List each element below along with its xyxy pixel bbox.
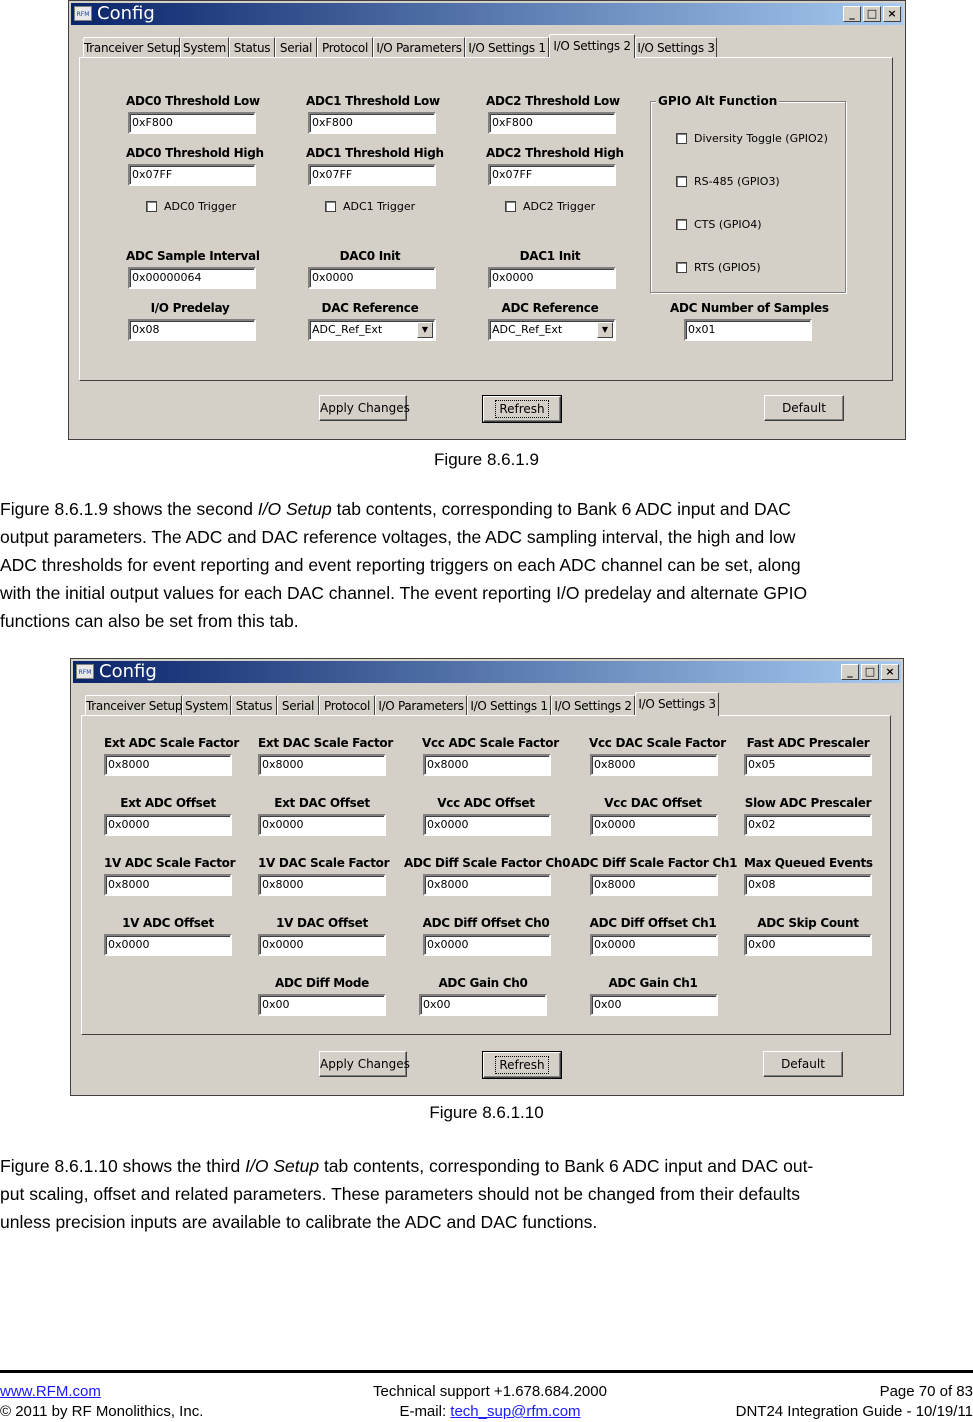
checkbox-label: Diversity Toggle (GPIO2) (694, 132, 828, 145)
field-label: DAC Reference (321, 301, 419, 315)
text-run: tab contents, corresponding to Bank 6 ADC input and DAC out- (319, 1156, 814, 1176)
field-label: ADC1 Threshold High (306, 146, 444, 160)
slow-adc-prescaler-input[interactable]: 0x02 (744, 814, 872, 836)
checkbox-box[interactable] (676, 176, 687, 187)
checkbox-box[interactable] (505, 201, 516, 212)
adc1-trigger-checkbox[interactable] (325, 200, 415, 213)
field-label: ADC Gain Ch0 (438, 976, 528, 990)
guide-title-date: DNT24 Integration Guide - 10/19/11 (735, 1403, 973, 1420)
field-label: Slow ADC Prescaler (744, 796, 872, 810)
default-button[interactable]: Default (764, 395, 844, 421)
field-label: ADC Skip Count (757, 916, 859, 930)
dac-reference-select[interactable] (308, 319, 436, 341)
tab-io-settings-2[interactable]: I/O Settings 2 (549, 34, 635, 58)
tab-status[interactable]: Status (229, 37, 275, 57)
paragraph-line: unless precision inputs are available to calibrate the ADC and DAC functions. (0, 1212, 598, 1232)
emphasis: I/O Setup (245, 1156, 320, 1176)
field-label: ADC Diff Scale Factor Ch1 (571, 856, 738, 870)
tab-io-settings-1[interactable]: I/O Settings 1 (465, 37, 549, 57)
checkbox-label: ADC0 Trigger (164, 200, 237, 213)
select-value: ADC_Ref_Ext (312, 323, 383, 336)
emphasis: I/O Setup (257, 499, 332, 519)
adc-sample-interval-input[interactable]: 0x00000064 (128, 267, 256, 289)
checkbox-box[interactable] (676, 262, 687, 273)
tab-io-settings-2[interactable]: I/O Settings 2 (551, 695, 635, 715)
field-label: 1V ADC Offset (122, 916, 214, 930)
field-label: I/O Predelay (150, 301, 230, 315)
settings-panel (79, 57, 893, 381)
field-label: ADC1 Threshold Low (306, 94, 440, 108)
paragraph-line: put scaling, offset and related parameters. These parameters should not be changed from their defaults (0, 1184, 800, 1204)
maximize-icon[interactable]: □ (863, 6, 881, 22)
gpio-rs485-checkbox[interactable] (676, 175, 780, 188)
checkbox-box[interactable] (676, 133, 687, 144)
title-bar (73, 661, 901, 683)
adc-diff-scale-factor-ch0-input[interactable]: 0x8000 (423, 874, 551, 896)
adc-diff-offset-ch0-input[interactable]: 0x0000 (423, 934, 551, 956)
close-icon[interactable]: × (883, 6, 901, 22)
settings-panel (81, 715, 891, 1035)
page-number: Page 70 of 83 (879, 1383, 973, 1400)
dac1-init-input[interactable]: 0x0000 (488, 267, 616, 289)
paragraph-line: functions can also be set from this tab. (0, 611, 299, 631)
group-title: GPIO Alt Function (658, 94, 778, 108)
adc-gain-ch0-input[interactable]: 0x00 (419, 994, 547, 1016)
email-link[interactable]: tech_sup@rfm.com (450, 1403, 581, 1420)
field-label: Ext DAC Scale Factor (258, 736, 393, 750)
field-label: Vcc ADC Offset (437, 796, 535, 810)
field-label: ADC2 Threshold High (486, 146, 624, 160)
adc-diff-offset-ch1-input[interactable]: 0x0000 (590, 934, 718, 956)
paragraph-line (0, 1152, 973, 1180)
checkbox-label: RTS (GPIO5) (694, 261, 761, 274)
footer-divider (0, 1370, 973, 1373)
checkbox-label: RS-485 (GPIO3) (694, 175, 780, 188)
adc2-threshold-low-input[interactable]: 0xF800 (488, 112, 616, 134)
chevron-down-icon[interactable]: ▼ (597, 322, 613, 338)
window-title: Config (99, 661, 157, 682)
field-label: ADC Number of Samples (670, 301, 829, 315)
field-label: DAC1 Init (519, 249, 581, 263)
title-bar (71, 3, 903, 25)
paragraph-line: output parameters. The ADC and DAC reference voltages, the ADC sampling interval, the high and low (0, 527, 796, 547)
apply-changes-button[interactable]: Apply Changes (319, 395, 407, 421)
adc0-trigger-checkbox[interactable] (146, 200, 236, 213)
field-label: ADC0 Threshold High (126, 146, 264, 160)
fast-adc-prescaler-input[interactable]: 0x05 (744, 754, 872, 776)
field-label: ADC Diff Mode (275, 976, 369, 990)
field-label: Fast ADC Prescaler (746, 736, 870, 750)
default-button[interactable]: Default (763, 1051, 843, 1077)
copyright-text: © 2011 by RF Monolithics, Inc. (0, 1403, 204, 1420)
tab-serial[interactable]: Serial (277, 695, 319, 715)
tab-io-settings-3[interactable]: I/O Settings 3 (635, 37, 717, 57)
ext-adc-scale-factor-input[interactable]: 0x8000 (104, 754, 232, 776)
adc-diff-scale-factor-ch1-input[interactable]: 0x8000 (590, 874, 718, 896)
1v-adc-scale-factor-input[interactable]: 0x8000 (104, 874, 232, 896)
refresh-button-label: Refresh (499, 1058, 545, 1072)
tab-tranceiver-setup[interactable]: Tranceiver Setup (83, 37, 180, 57)
apply-changes-button[interactable]: Apply Changes (319, 1051, 407, 1077)
field-label: 1V ADC Scale Factor (104, 856, 236, 870)
checkbox-label: ADC1 Trigger (343, 200, 416, 213)
1v-adc-offset-input[interactable]: 0x0000 (104, 934, 232, 956)
field-label: Vcc DAC Scale Factor (589, 736, 726, 750)
tab-protocol[interactable]: Protocol (319, 695, 375, 715)
adc-diff-mode-input[interactable]: 0x00 (258, 994, 386, 1016)
text-run: Figure 8.6.1.10 shows the third (0, 1156, 246, 1176)
ext-adc-offset-input[interactable]: 0x0000 (104, 814, 232, 836)
adc-gain-ch1-input[interactable]: 0x00 (590, 994, 718, 1016)
tab-system[interactable]: System (182, 695, 231, 715)
adc-reference-select[interactable] (488, 319, 616, 341)
config-window-io-settings-2 (68, 0, 906, 440)
refresh-button[interactable] (483, 1052, 561, 1078)
field-label: ADC Diff Offset Ch0 (422, 916, 550, 930)
website-link[interactable]: www.RFM.com (0, 1383, 101, 1400)
window-title: Config (97, 3, 155, 24)
text-run: Figure 8.6.1.9 shows the second (0, 499, 258, 519)
field-label: ADC Sample Interval (126, 249, 260, 263)
1v-dac-scale-factor-input[interactable]: 0x8000 (258, 874, 386, 896)
adc1-threshold-high-input[interactable]: 0x07FF (308, 164, 436, 186)
minimize-icon[interactable]: _ (843, 6, 861, 22)
tab-io-settings-3[interactable]: I/O Settings 3 (635, 692, 719, 716)
close-icon[interactable]: × (881, 664, 899, 680)
ext-dac-offset-input[interactable]: 0x0000 (258, 814, 386, 836)
field-label: ADC Diff Offset Ch1 (589, 916, 717, 930)
tab-io-settings-1[interactable]: I/O Settings 1 (467, 695, 551, 715)
checkbox-box[interactable] (325, 201, 336, 212)
refresh-button-label: Refresh (499, 402, 545, 416)
minimize-icon[interactable]: _ (841, 664, 859, 680)
text-run: tab contents, corresponding to Bank 6 ADC input and DAC (331, 499, 791, 519)
adc-number-of-samples-input[interactable]: 0x01 (684, 319, 812, 341)
dac0-init-input[interactable]: 0x0000 (308, 267, 436, 289)
field-label: Max Queued Events (744, 856, 873, 870)
field-label: ADC2 Threshold Low (486, 94, 620, 108)
1v-dac-offset-input[interactable]: 0x0000 (258, 934, 386, 956)
config-window-io-settings-3 (70, 658, 904, 1096)
adc1-threshold-low-input[interactable]: 0xF800 (308, 112, 436, 134)
vcc-dac-offset-input[interactable]: 0x0000 (590, 814, 718, 836)
checkbox-box[interactable] (676, 219, 687, 230)
gpio-rts-checkbox[interactable] (676, 261, 761, 274)
field-label: DAC0 Init (339, 249, 401, 263)
field-label: 1V DAC Scale Factor (258, 856, 390, 870)
adc2-trigger-checkbox[interactable] (505, 200, 595, 213)
max-queued-events-input[interactable]: 0x08 (744, 874, 872, 896)
email-label: E-mail: (399, 1403, 451, 1420)
checkbox-label: ADC2 Trigger (523, 200, 596, 213)
checkbox-label: CTS (GPIO4) (694, 218, 762, 231)
adc0-threshold-high-input[interactable]: 0x07FF (128, 164, 256, 186)
ext-dac-scale-factor-input[interactable]: 0x8000 (258, 754, 386, 776)
email-line (330, 1403, 650, 1420)
maximize-icon[interactable]: □ (861, 664, 879, 680)
tab-tranceiver-setup[interactable]: Tranceiver Setup (85, 695, 182, 715)
io-predelay-input[interactable]: 0x08 (128, 319, 256, 341)
vcc-adc-scale-factor-input[interactable]: 0x8000 (423, 754, 551, 776)
tab-io-parameters[interactable]: I/O Parameters (373, 37, 465, 57)
paragraph-line: with the initial output values for each DAC channel. The event reporting I/O predelay and alternate GPIO (0, 583, 808, 603)
tab-io-parameters[interactable]: I/O Parameters (375, 695, 467, 715)
app-logo-icon: RFM (74, 6, 92, 21)
figure-caption: Figure 8.6.1.10 (429, 1103, 544, 1122)
paragraph-2 (0, 1152, 973, 1236)
field-label: Vcc DAC Offset (604, 796, 702, 810)
figure-caption: Figure 8.6.1.9 (434, 450, 539, 469)
support-phone: Technical support +1.678.684.2000 (373, 1383, 607, 1400)
gpio-cts-checkbox[interactable] (676, 218, 762, 231)
field-label: Vcc ADC Scale Factor (422, 736, 559, 750)
tab-serial[interactable]: Serial (275, 37, 317, 57)
paragraph-1 (0, 495, 973, 635)
checkbox-box[interactable] (146, 201, 157, 212)
chevron-down-icon[interactable]: ▼ (417, 322, 433, 338)
select-value: ADC_Ref_Ext (492, 323, 563, 336)
paragraph-line: ADC thresholds for event reporting and event reporting triggers on each ADC channel can be set, along (0, 555, 801, 575)
vcc-adc-offset-input[interactable]: 0x0000 (423, 814, 551, 836)
field-label: Ext ADC Offset (120, 796, 216, 810)
field-label: 1V DAC Offset (276, 916, 368, 930)
gpio-diversity-toggle-checkbox[interactable] (676, 132, 828, 145)
adc2-threshold-high-input[interactable]: 0x07FF (488, 164, 616, 186)
field-label: ADC Diff Scale Factor Ch0 (404, 856, 571, 870)
field-label: Ext DAC Offset (274, 796, 370, 810)
vcc-dac-scale-factor-input[interactable]: 0x8000 (590, 754, 718, 776)
field-label: ADC Gain Ch1 (608, 976, 698, 990)
field-label: ADC0 Threshold Low (126, 94, 260, 108)
field-label: Ext ADC Scale Factor (104, 736, 239, 750)
tab-protocol[interactable]: Protocol (317, 37, 373, 57)
adc-skip-count-input[interactable]: 0x00 (744, 934, 872, 956)
app-logo-icon: RFM (76, 664, 94, 679)
field-label: ADC Reference (501, 301, 599, 315)
tab-system[interactable]: System (180, 37, 229, 57)
refresh-button[interactable] (483, 396, 561, 422)
adc0-threshold-low-input[interactable]: 0xF800 (128, 112, 256, 134)
paragraph-line (0, 495, 973, 523)
tab-status[interactable]: Status (231, 695, 277, 715)
